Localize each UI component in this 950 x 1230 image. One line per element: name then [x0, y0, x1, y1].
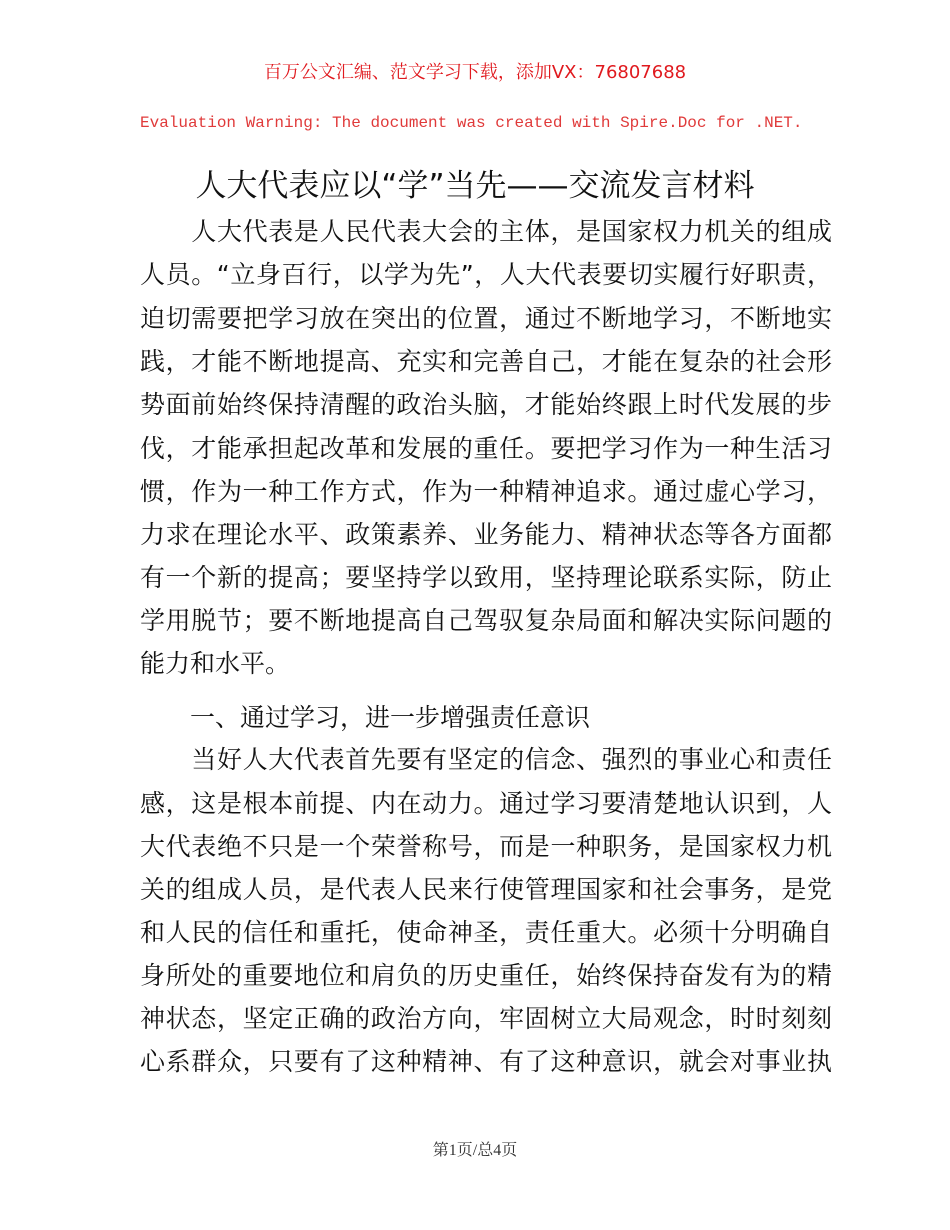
text-line: 人大代表是人民代表大会的主体，是国家权力机关的组成 [140, 217, 832, 246]
text-line: 大代表绝不只是一个荣誉称号，而是一种职务，是国家权力机 [140, 832, 832, 861]
text-line: 伐，才能承担起改革和发展的重任。要把学习作为一种生活习 [140, 434, 832, 463]
text-line: 势面前始终保持清醒的政治头脑，才能始终跟上时代发展的步 [140, 390, 832, 419]
text-line: 身所处的重要地位和肩负的历史重任，始终保持奋发有为的精 [140, 961, 832, 990]
text-line: 能力和水平。 [140, 649, 291, 678]
text-line: 惯，作为一种工作方式，作为一种精神追求。通过虚心学习， [140, 477, 832, 506]
text-line: 迫切需要把学习放在突出的位置，通过不断地学习，不断地实 [140, 304, 832, 333]
text-line: 力求在理论水平、政策素养、业务能力、精神状态等各方面都 [140, 520, 832, 549]
text-line: 关的组成人员，是代表人民来行使管理国家和社会事务，是党 [140, 875, 832, 904]
text-line: 学用脱节；要不断地提高自己驾驭复杂局面和解决实际问题的 [140, 606, 832, 635]
evaluation-warning: Evaluation Warning: The document was created with Spire.Doc for .NET. [140, 114, 803, 132]
section-heading: 一、通过学习，进一步增强责任意识 [140, 703, 591, 732]
text-line: 践，才能不断地提高、充实和完善自己，才能在复杂的社会形 [140, 347, 832, 376]
text-line: 神状态，坚定正确的政治方向，牢固树立大局观念，时时刻刻 [140, 1004, 832, 1033]
text-line: 人员。“立身百行，以学为先”，人大代表要切实履行好职责， [140, 260, 832, 289]
download-banner: 百万公文汇编、范文学习下载，添加VX：76807688 [263, 62, 687, 83]
text-line: 感，这是根本前提、内在动力。通过学习要清楚地认识到，人 [140, 789, 832, 818]
document-title: 人大代表应以“学”当先——交流发言材料 [195, 168, 755, 204]
text-line: 有一个新的提高；要坚持学以致用，坚持理论联系实际，防止 [140, 563, 832, 592]
text-line: 心系群众，只要有了这种精神、有了这种意识，就会对事业执 [140, 1047, 832, 1076]
page-number-footer: 第1页/总4页 [432, 1142, 518, 1159]
text-line: 当好人大代表首先要有坚定的信念、强烈的事业心和责任 [140, 745, 832, 774]
text-line: 和人民的信任和重托，使命神圣，责任重大。必须十分明确自 [140, 918, 832, 947]
